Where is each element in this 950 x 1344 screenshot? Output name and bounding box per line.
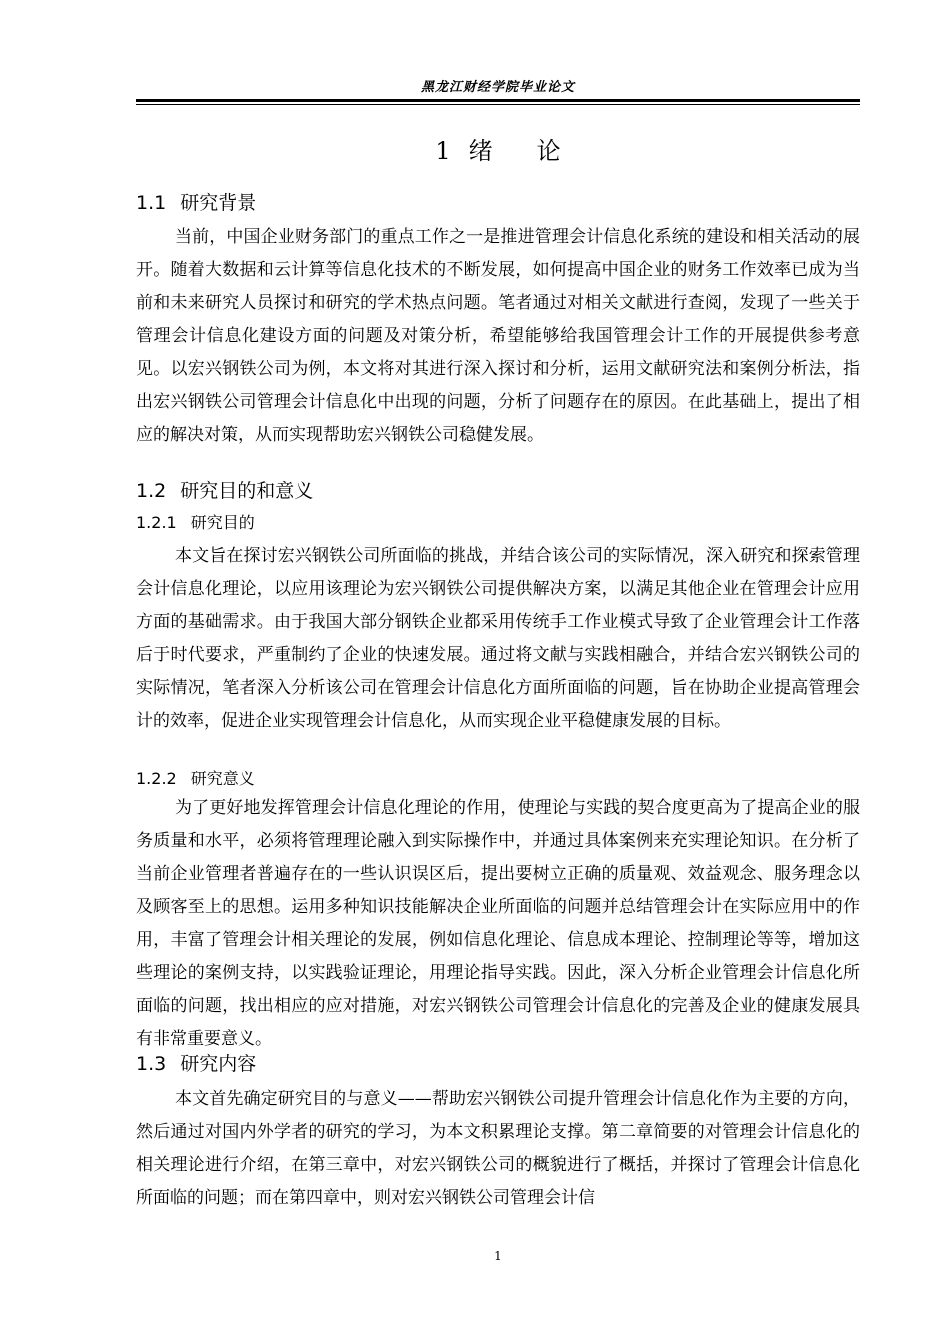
paragraph-research-purpose: 本文旨在探讨宏兴钢铁公司所面临的挑战，并结合该公司的实际情况，深入研究和探索管理会计信息化理论，以应用该理论为宏兴钢铁公司提供解决方案，以满足其他企业在管理会计应用方面的基础需求。由于我国大部分钢铁企业都采用传统手工作业模式导致了企业管理会计工作落后于时代要求，严重制约了企业的快速发展。通过将文献与实践相融合，并结合宏兴钢铁公司的实际情况，笔者深入分析该公司在管理会计信息化方面所面临的问题，旨在协助企业提高管理会计的效率，促进企业实现管理会计信息化，从而实现企业平稳健康发展的目标。: [136, 546, 860, 731]
section-number: 1.1: [136, 192, 167, 214]
chapter-title: [136, 134, 860, 168]
paragraph-research-significance: 为了更好地发挥管理会计信息化理论的作用，使理论与实践的契合度更高为了提高企业的服务质量和水平，必须将管理理论融入到实际操作中，并通过具体案例来充实理论知识。在分析了当前企业管理者普遍存在的一些认识误区后，提出要树立正确的质量观、效益观念、服务理念以及顾客至上的思想。运用多种知识技能解决企业所面临的问题并总结管理会计在实际应用中的作用，丰富了管理会计相关理论的发展，例如信息化理论、信息成本理论、控制理论等等，增加这些理论的案例支持，以实践验证理论，用理论指导实践。因此，深入分析企业管理会计信息化所面临的问题，找出相应的应对措施，对宏兴钢铁公司管理会计信息化的完善及企业的健康发展具有非常重要意义。: [136, 798, 860, 1049]
section-number: 1.2: [136, 480, 167, 502]
section-heading-1-2-1: [136, 511, 255, 535]
page-number: 1: [494, 1249, 502, 1263]
section-title: 研究内容: [180, 1053, 257, 1075]
section-number: 1.3: [136, 1053, 167, 1075]
section-heading-1-2-2: [136, 767, 255, 791]
section-heading-1-2: [136, 477, 313, 505]
section-number: 1.2.1: [136, 513, 177, 532]
running-header: 黑龙江财经学院毕业论文: [420, 80, 575, 95]
section-number: 1.2.2: [136, 769, 177, 788]
chapter-title-char-1: 绪: [468, 137, 493, 165]
section-heading-1-1: [136, 189, 256, 217]
header-rule-thick: [136, 99, 860, 102]
header-rule-thin: [136, 104, 860, 105]
chapter-number: 1: [435, 137, 451, 165]
section-title: 研究目的和意义: [180, 480, 314, 502]
chapter-title-char-2: 论: [536, 137, 561, 165]
paragraph-research-background: 当前，中国企业财务部门的重点工作之一是推进管理会计信息化系统的建设和相关活动的展开。随着大数据和云计算等信息化技术的不断发展，如何提高中国企业的财务工作效率已成为当前和未来研究人员探讨和研究的学术热点问题。笔者通过对相关文献进行查阅，发现了一些关于管理会计信息化建设方面的问题及对策分析，希望能够给我国管理会计工作的开展提供参考意见。以宏兴钢铁公司为例，本文将对其进行深入探讨和分析，运用文献研究法和案例分析法，指出宏兴钢铁公司管理会计信息化中出现的问题，分析了问题存在的原因。在此基础上，提出了相应的解决对策，从而实现帮助宏兴钢铁公司稳健发展。: [136, 227, 860, 445]
section-title: 研究意义: [190, 769, 255, 788]
section-title: 研究目的: [190, 513, 255, 532]
paragraph-research-content: 本文首先确定研究目的与意义——帮助宏兴钢铁公司提升管理会计信息化作为主要的方向，然后通过对国内外学者的研究的学习，为本文积累理论支撑。第二章简要的对管理会计信息化的相关理论进行介绍，在第三章中，对宏兴钢铁公司的概貌进行了概括，并探讨了管理会计信息化所面临的问题；而在第四章中，则对宏兴钢铁公司管理会计信: [136, 1089, 860, 1208]
section-title: 研究背景: [180, 192, 257, 214]
section-heading-1-3: [136, 1050, 256, 1078]
